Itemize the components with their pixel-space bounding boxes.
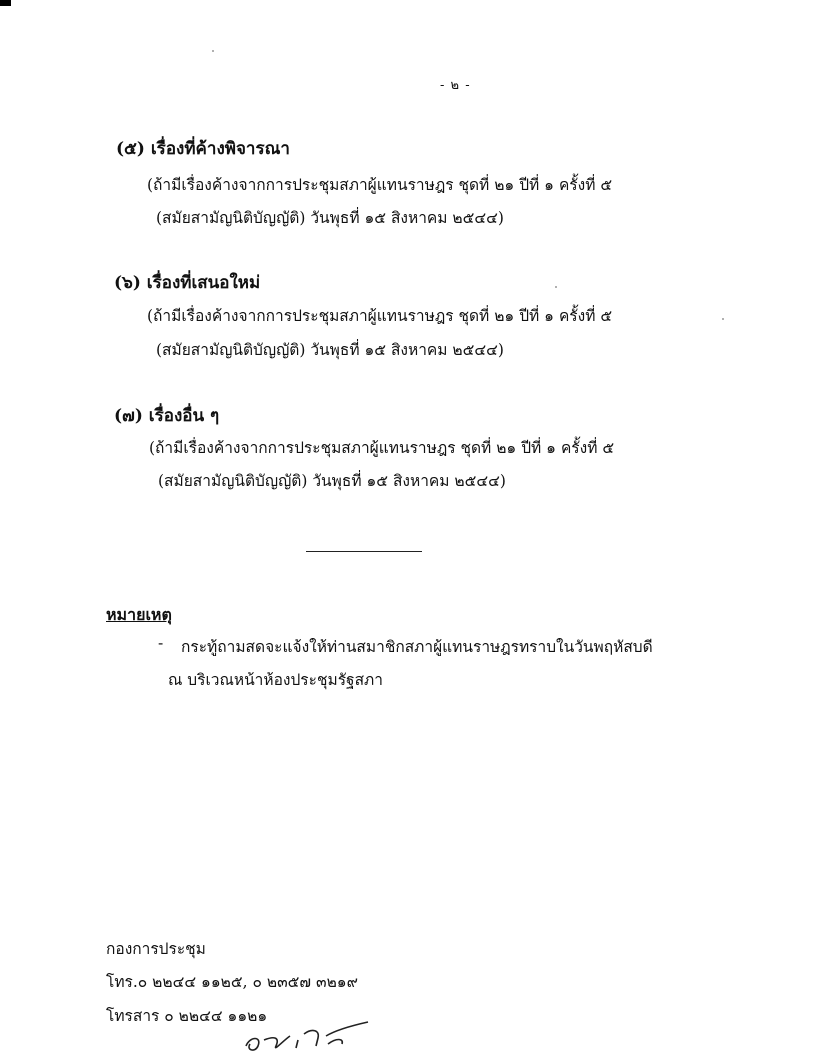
note-line-1: กระทู้ถามสดจะแจ้งให้ท่านสมาชิกสภาผู้แทนราษฎรทราบในวันพฤหัสบดี xyxy=(181,638,653,656)
footer-office: กองการประชุม xyxy=(106,940,206,958)
scan-speck xyxy=(555,286,557,288)
handwritten-initials xyxy=(240,1010,380,1056)
scan-corner-mark xyxy=(0,0,11,6)
section-divider xyxy=(306,551,422,552)
scan-speck xyxy=(212,50,214,52)
section-7-heading: (๗) เรื่องอื่น ๆ xyxy=(114,406,220,426)
page-number: - ๒ - xyxy=(440,78,471,93)
footer-fax: โทรสาร ๐ ๒๒๔๔ ๑๑๒๑ xyxy=(106,1007,268,1025)
section-5-line-2: (สมัยสามัญนิติบัญญัติ) วันพุธที่ ๑๕ สิงหาคม ๒๕๔๔) xyxy=(156,209,504,227)
section-7-line-2: (สมัยสามัญนิติบัญญัติ) วันพุธที่ ๑๕ สิงหาคม ๒๕๔๔) xyxy=(158,472,506,490)
scan-speck xyxy=(722,318,724,320)
section-6-line-1: (ถ้ามีเรื่องค้างจากการประชุมสภาผู้แทนราษฎร ชุดที่ ๒๑ ปีที่ ๑ ครั้งที่ ๕ xyxy=(147,307,613,325)
note-line-2: ณ บริเวณหน้าห้องประชุมรัฐสภา xyxy=(168,671,383,689)
section-5-line-1: (ถ้ามีเรื่องค้างจากการประชุมสภาผู้แทนราษฎร ชุดที่ ๒๑ ปีที่ ๑ ครั้งที่ ๕ xyxy=(147,176,613,194)
section-7-line-1: (ถ้ามีเรื่องค้างจากการประชุมสภาผู้แทนราษฎร ชุดที่ ๒๑ ปีที่ ๑ ครั้งที่ ๕ xyxy=(149,439,615,457)
note-heading: หมายเหตุ xyxy=(106,605,172,624)
section-5-heading: (๕) เรื่องที่ค้างพิจารณา xyxy=(116,139,290,159)
section-6-heading: (๖) เรื่องที่เสนอใหม่ xyxy=(114,273,261,293)
footer-telephone: โทร.๐ ๒๒๔๔ ๑๑๒๕, ๐ ๒๓๕๗ ๓๒๑๙ xyxy=(106,973,359,991)
note-bullet: - xyxy=(158,634,164,652)
section-6-line-2: (สมัยสามัญนิติบัญญัติ) วันพุธที่ ๑๕ สิงหาคม ๒๕๔๔) xyxy=(156,341,504,359)
